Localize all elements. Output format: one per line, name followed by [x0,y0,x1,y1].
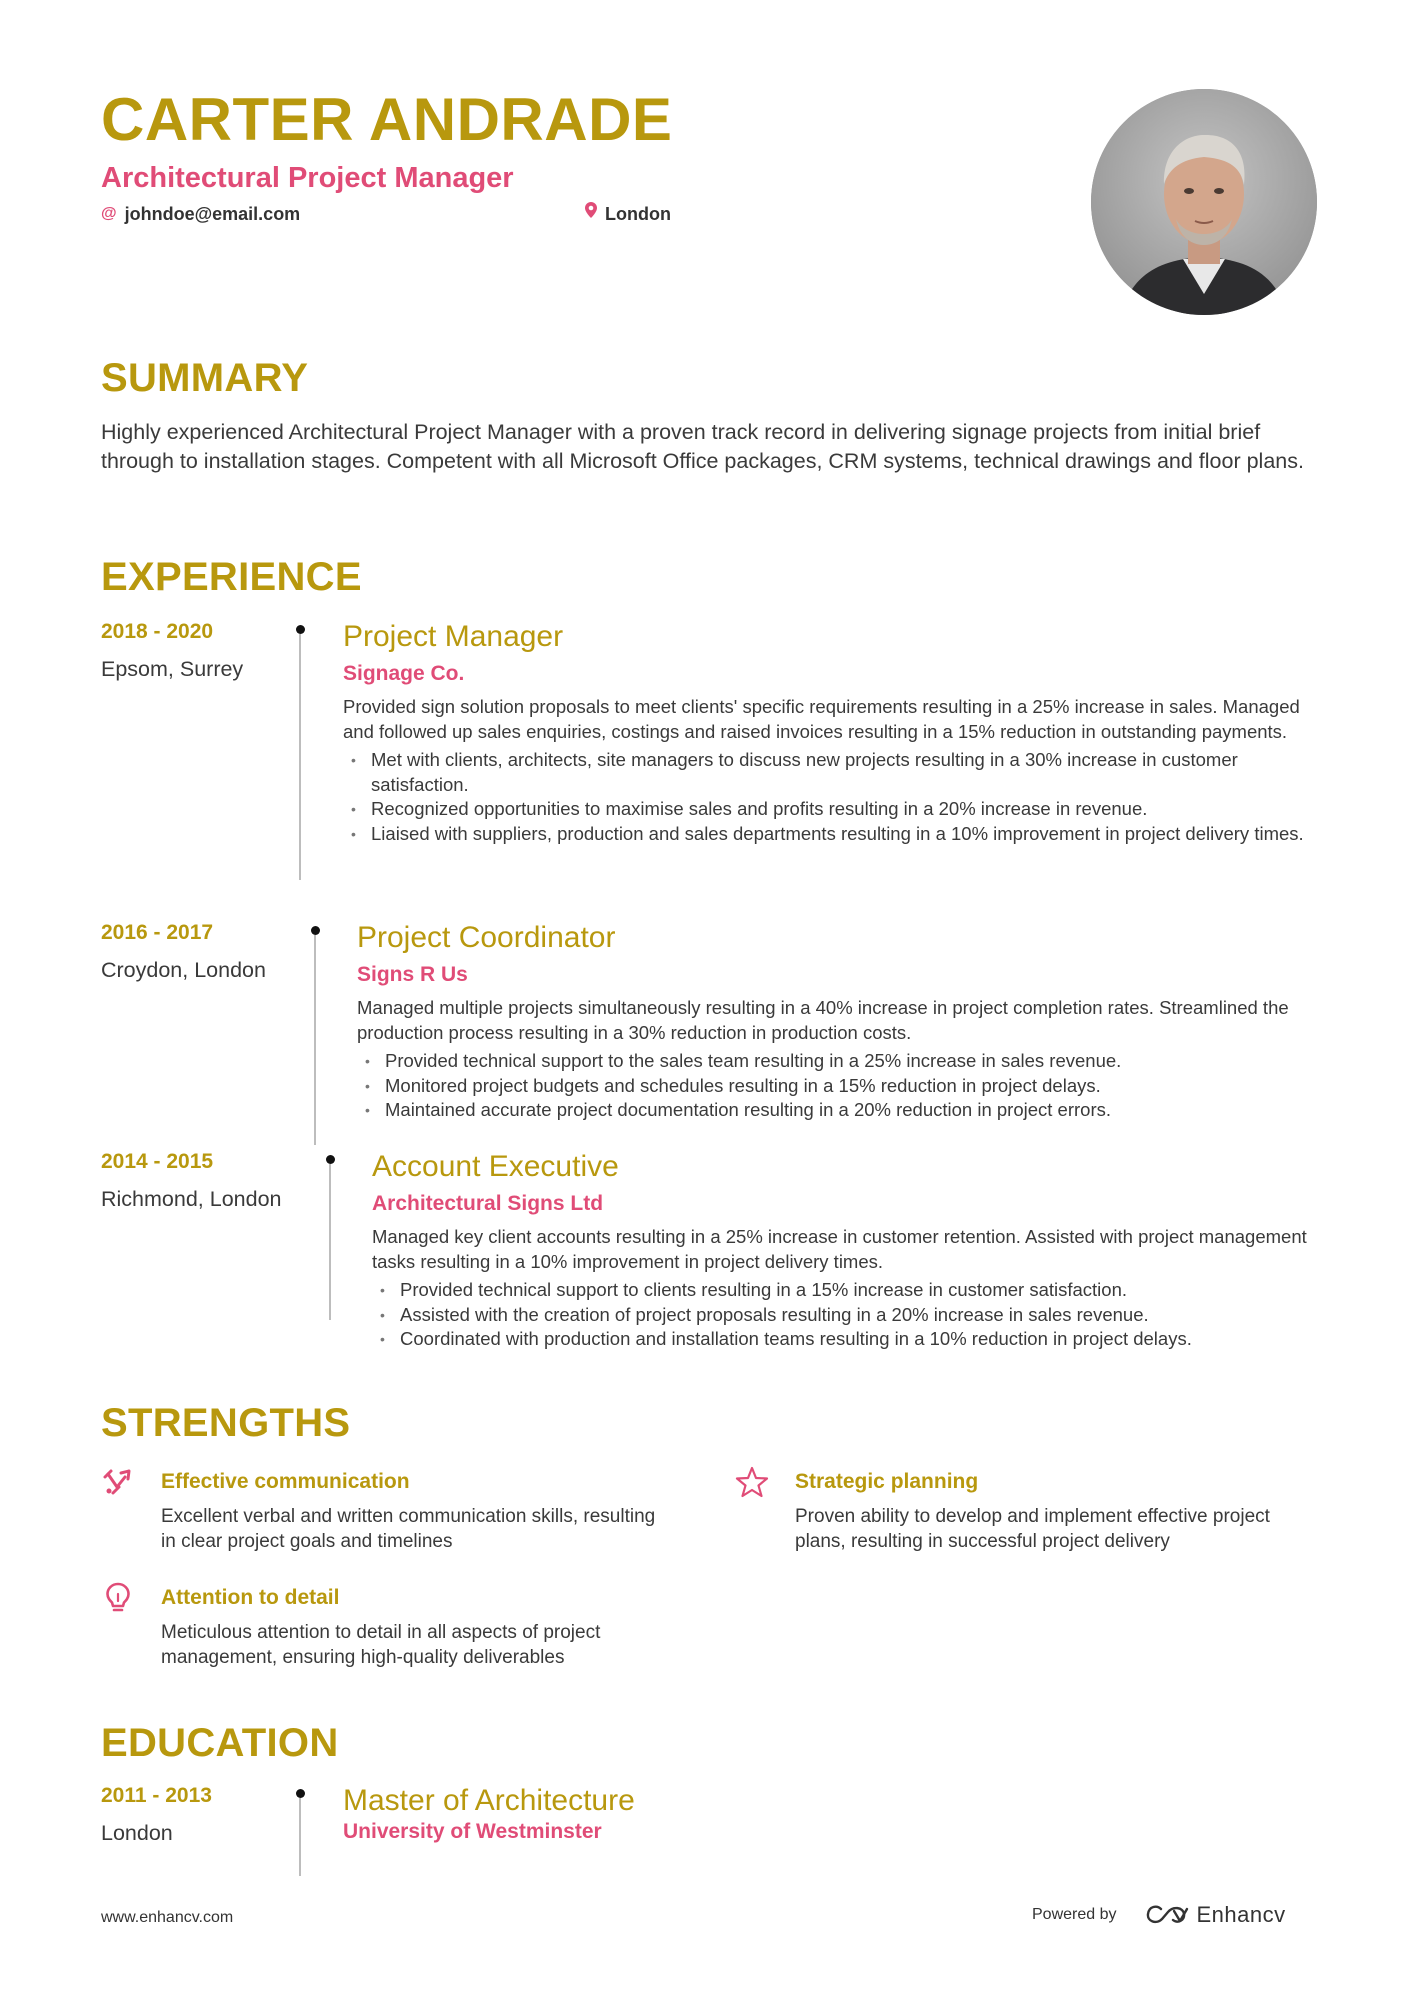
experience-meta [101,920,266,984]
summary-text: Highly experienced Architectural Project Manager with a proven track record in delivering signage projects from initial brief through to installation stages. Competent with all Microsoft Office packages, CRM systems, technical drawings and floor plans. [101,420,1304,473]
timeline-line [299,634,301,880]
contact-email [101,202,300,226]
candidate-name: CARTER ANDRADE [101,86,673,153]
lightbulb-icon [101,1581,135,1615]
job-bullets [372,1278,1337,1352]
contact-location [585,202,671,226]
experience-entry [343,619,1333,846]
company-name: Architectural Signs Ltd [372,1192,604,1215]
experience-meta [101,1149,281,1213]
experience-heading: EXPERIENCE [101,555,362,599]
list-item: • Provided technical support to clients resulting in a 15% increase in customer satisfaction. [372,1278,1337,1303]
profile-photo [1091,89,1317,315]
experience-entry [372,1149,1337,1352]
education-meta [101,1783,212,1847]
timeline-dot [311,926,320,935]
job-description: Managed key client accounts resulting in a 25% increase in customer retention. Assisted with project management tasks resulting in a 10% improvement in project delivery times. [372,1226,1307,1272]
job-title: Account Executive [372,1150,619,1183]
candidate-role: Architectural Project Manager [101,162,514,194]
job-bullets [357,1049,1337,1123]
experience-dates: 2016 - 2017 [101,921,214,944]
job-title: Project Manager [343,620,564,653]
strength-description: Proven ability to develop and implement effective project plans, resulting in successful project delivery [795,1506,1270,1552]
map-pin-icon [585,202,597,226]
summary-heading: SUMMARY [101,356,309,400]
timeline-line [329,1164,331,1320]
list-item: • Met with clients, architects, site managers to discuss new projects resulting in a 30% increase in customer satisfaction. [343,748,1333,797]
brand-name: Enhancv [1196,1902,1286,1927]
list-item: • Provided technical support to the sales team resulting in a 25% increase in sales revenue. [357,1049,1337,1074]
strength-title: Strategic planning [795,1470,979,1493]
school-name: University of Westminster [343,1820,602,1843]
strength-description: Excellent verbal and written communication skills, resulting in clear project goals and timelines [161,1506,656,1552]
degree-title: Master of Architecture [343,1784,635,1817]
job-description: Provided sign solution proposals to meet clients' specific requirements resulting in a 25% increase in sales. Managed and followed up sales enquiries, costings and raised invoices resulting in a 15% reduction in outstanding payments. [343,696,1300,742]
at-icon: @ [101,205,117,222]
education-heading: EDUCATION [101,1721,339,1765]
strength-description: Meticulous attention to detail in all aspects of project management, ensuring high-quality deliverables [161,1622,601,1668]
location-text: London [605,204,671,224]
experience-meta [101,619,243,683]
timeline-line [299,1798,301,1876]
footer-website[interactable]: www.enhancv.com [101,1909,234,1926]
job-title: Project Coordinator [357,921,616,954]
list-item: • Coordinated with production and installation teams resulting in a 10% reduction in project delays. [372,1327,1337,1352]
job-description: Managed multiple projects simultaneously resulting in a 40% increase in project completion rates. Streamlined the production process resulting in a 30% reduction in production costs. [357,997,1289,1043]
star-icon [735,1465,769,1499]
strengths-heading: STRENGTHS [101,1401,351,1445]
timeline-dot [296,625,305,634]
experience-dates: 2014 - 2015 [101,1150,214,1173]
experience-location: Croydon, London [101,958,266,982]
footer-powered-by [1032,1902,1286,1928]
powered-by-label: Powered by [1032,1906,1117,1923]
strength-title: Attention to detail [161,1586,340,1609]
experience-entry [357,920,1337,1123]
company-name: Signage Co. [343,662,465,685]
company-name: Signs R Us [357,963,468,986]
timeline-line [314,935,316,1145]
enhancv-logo-icon [1145,1904,1191,1926]
communication-icon [101,1465,135,1499]
experience-location: Richmond, London [101,1187,282,1211]
timeline-dot [326,1155,335,1164]
job-bullets [343,748,1333,846]
timeline-dot [296,1789,305,1798]
list-item: • Assisted with the creation of project proposals resulting in a 20% increase in sales revenue. [372,1303,1337,1328]
education-dates: 2011 - 2013 [101,1784,212,1807]
education-location: London [101,1821,173,1845]
strength-title: Effective communication [161,1470,410,1493]
experience-dates: 2018 - 2020 [101,620,214,643]
list-item: • Monitored project budgets and schedules resulting in a 15% reduction in project delays. [357,1074,1337,1099]
list-item: • Recognized opportunities to maximise sales and profits resulting in a 20% increase in revenue. [343,797,1333,822]
experience-location: Epsom, Surrey [101,657,244,681]
list-item: • Maintained accurate project documentation resulting in a 20% reduction in project errors. [357,1098,1337,1123]
list-item: • Liaised with suppliers, production and sales departments resulting in a 10% improvement in project delivery times. [343,822,1333,847]
enhancv-logo[interactable] [1145,1902,1286,1928]
email-text: johndoe@email.com [124,204,301,224]
education-entry [343,1783,1343,1845]
